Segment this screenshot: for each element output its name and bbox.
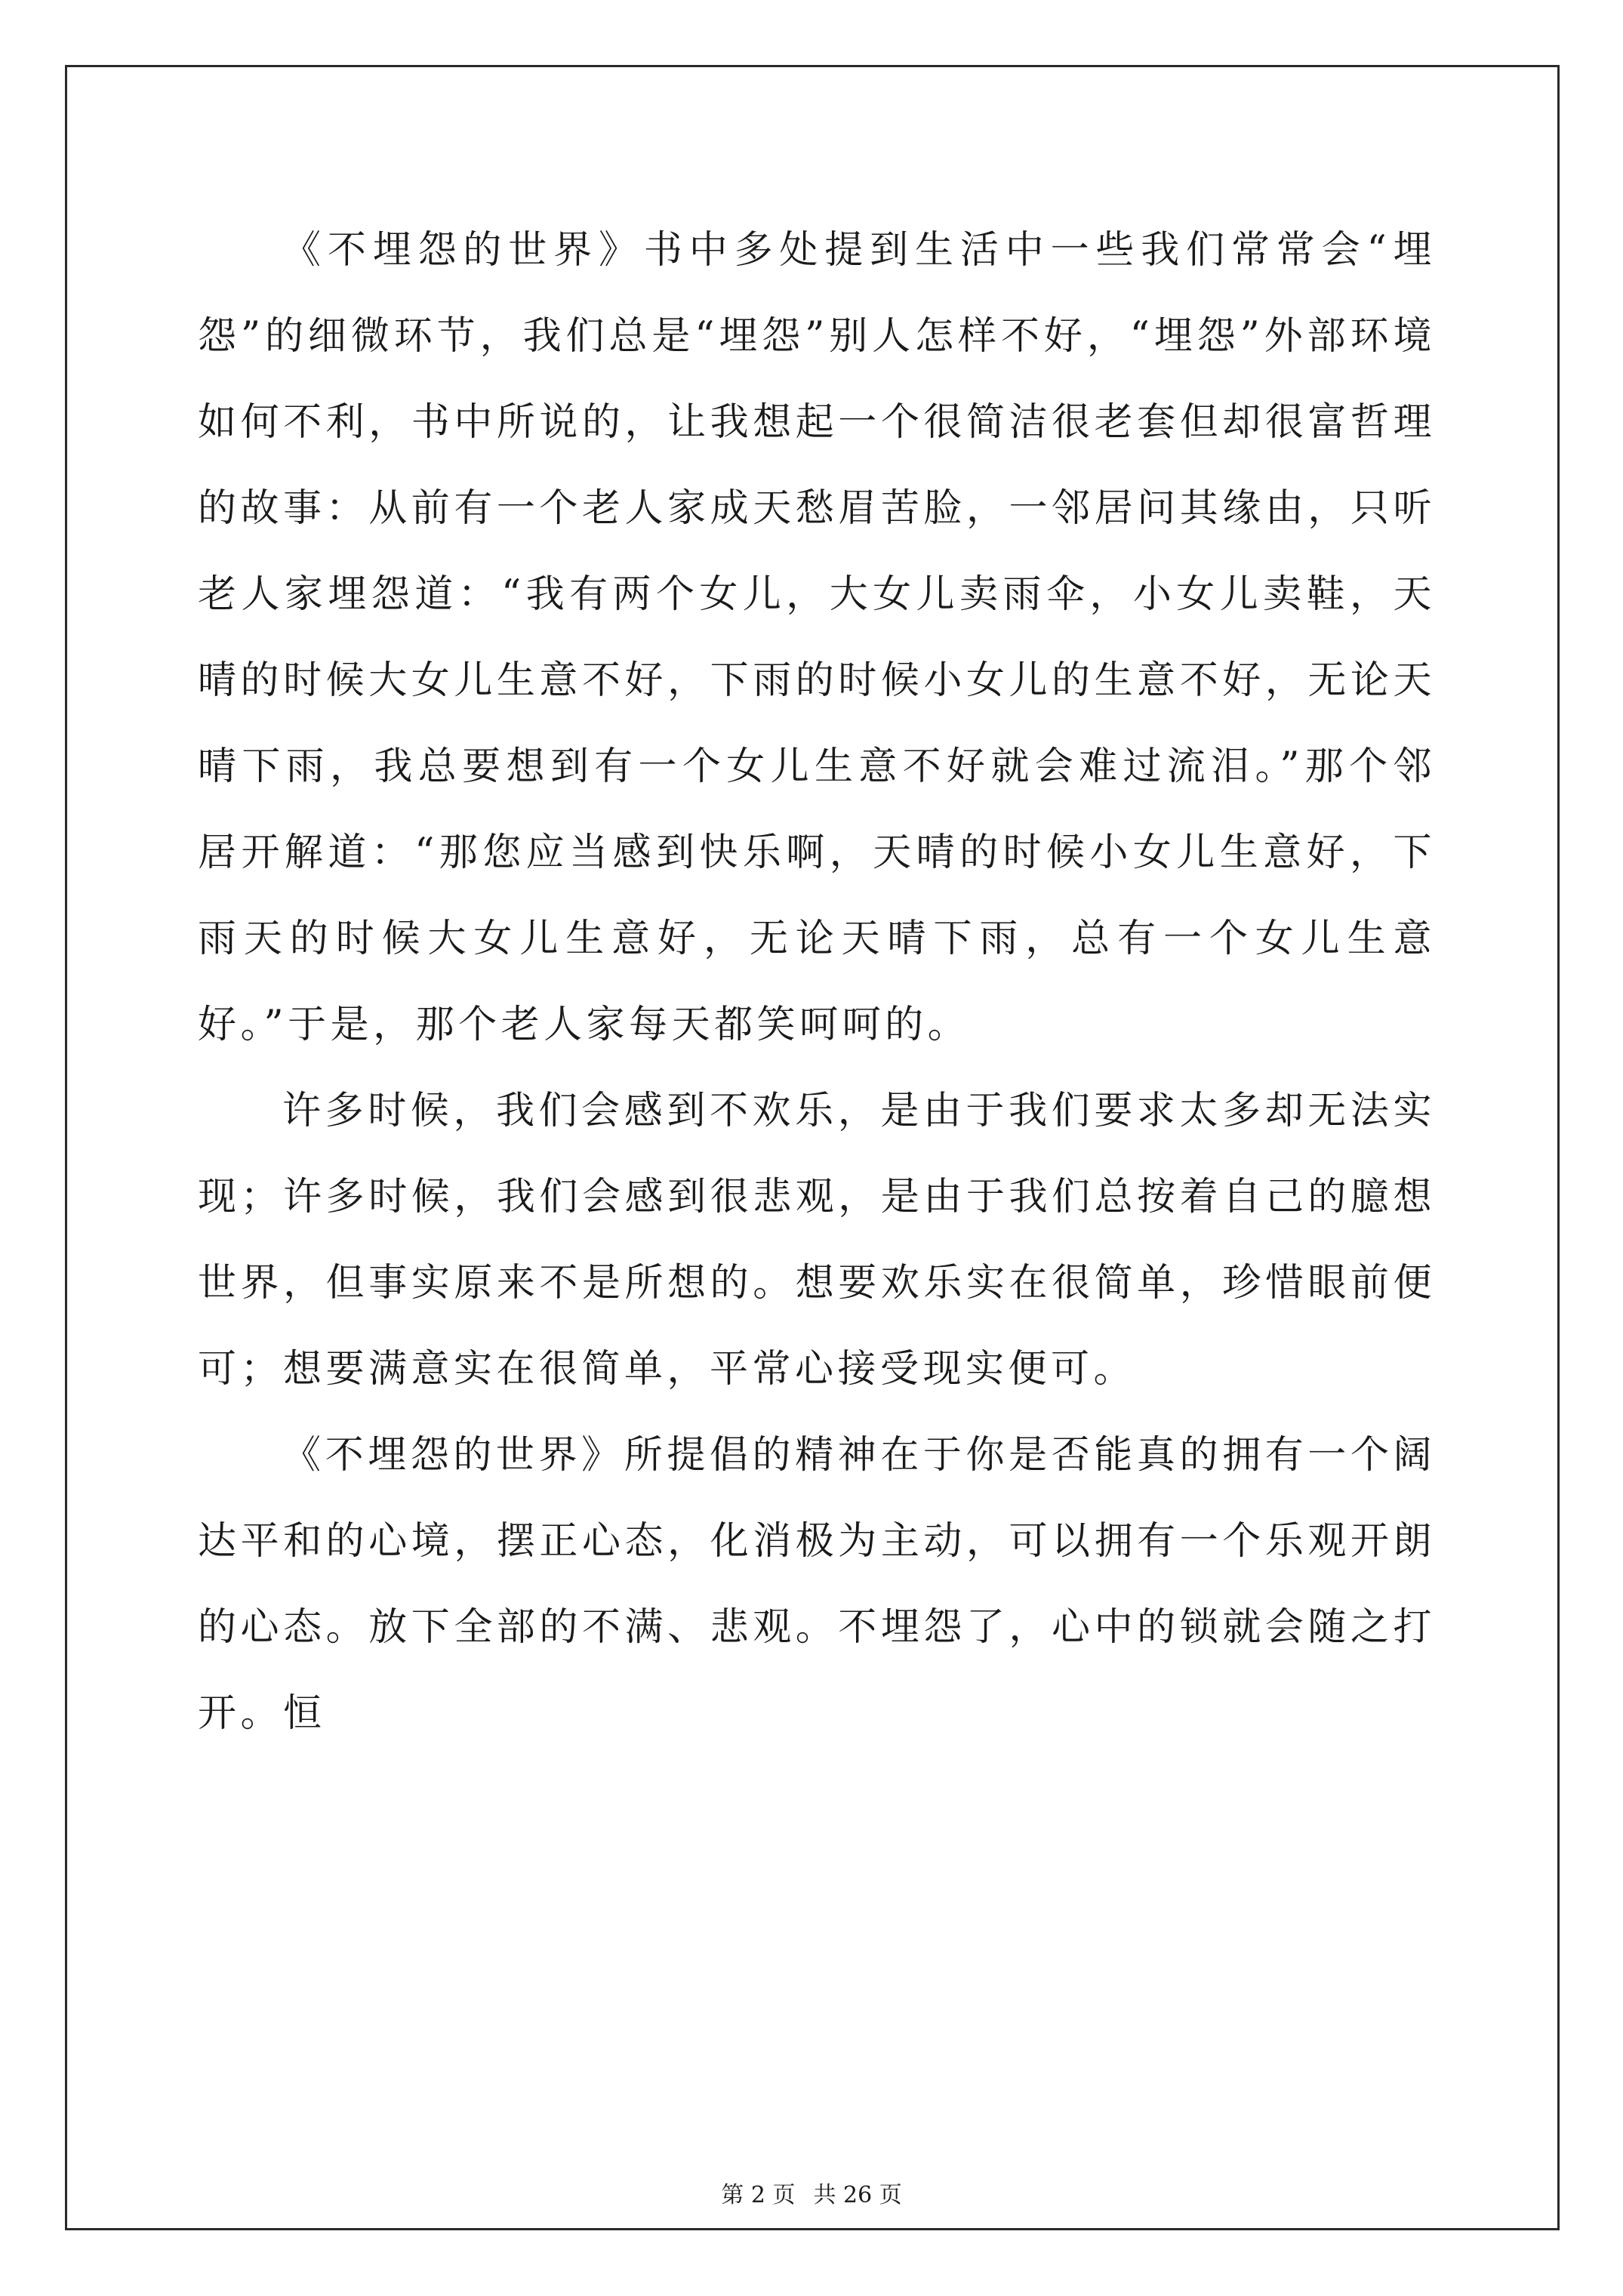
text-line: 许多时候，我们会感到很悲观，是由于我们总按着自己的臆想世界， [198, 1175, 1436, 1305]
text-line: 大女儿生意不好，下雨的时候小女儿的生意不好，无论天晴下雨，我 [198, 658, 1436, 789]
text-line: 事：从前有一个老人家成天愁眉苦脸，一邻居问其缘由，只听老人家 [198, 486, 1436, 617]
text-line: 《不埋怨的世界》书中多处提到生活中一些我们常常会“埋怨” [198, 228, 1436, 359]
text-line: 满意实在很简单，平常心接受现实便可。 [368, 1347, 1137, 1391]
paragraph-1 [198, 208, 1436, 1068]
text-line: 但事实原来不是所想的。想要欢乐实在很简单，珍惜眼前便可；想要 [198, 1261, 1436, 1391]
text-line: 许多时候，我们会感到不欢乐，是由于我们要求太多却无法实现； [198, 1089, 1436, 1219]
text-line: 的细微环节，我们总是“埋怨”别人怎样不好，“埋怨”外部环境如 [198, 314, 1436, 445]
document-body [198, 208, 1436, 1757]
text-line: 每天都笑呵呵的。 [629, 1003, 971, 1047]
page-number-total: 共 26 页 [813, 2182, 902, 2208]
text-line: 总要想到有一个女儿生意不好就会难过流泪。”那个邻居开解道：“那 [198, 744, 1436, 875]
text-line: 何不利，书中所说的，让我想起一个很简洁很老套但却很富哲理的故 [198, 400, 1436, 531]
page-footer [0, 2176, 1623, 2209]
page-number-current: 第 2 页 [721, 2182, 796, 2208]
paragraph-2 [198, 1068, 1436, 1413]
text-line: 生意好，无论天晴下雨，总有一个女儿生意好。”于是，那个老人家 [198, 917, 1436, 1047]
text-line: 《不埋怨的世界》所提倡的精神在于你是否能真的拥有一个阔达 [198, 1433, 1436, 1564]
text-line: 埋怨道：“我有两个女儿，大女儿卖雨伞，小女儿卖鞋，天晴的时候 [198, 572, 1436, 703]
text-line: 平和的心境，摆正心态，化消极为主动，可以拥有一个乐观开朗的心 [198, 1519, 1436, 1650]
text-line: 您应当感到快乐啊，天晴的时候小女儿生意好，下雨天的时候大女儿 [198, 831, 1436, 961]
paragraph-3 [198, 1413, 1436, 1757]
text-line: 态。放下全部的不满、悲观。不埋怨了，心中的锁就会随之打开。恒 [198, 1605, 1436, 1736]
